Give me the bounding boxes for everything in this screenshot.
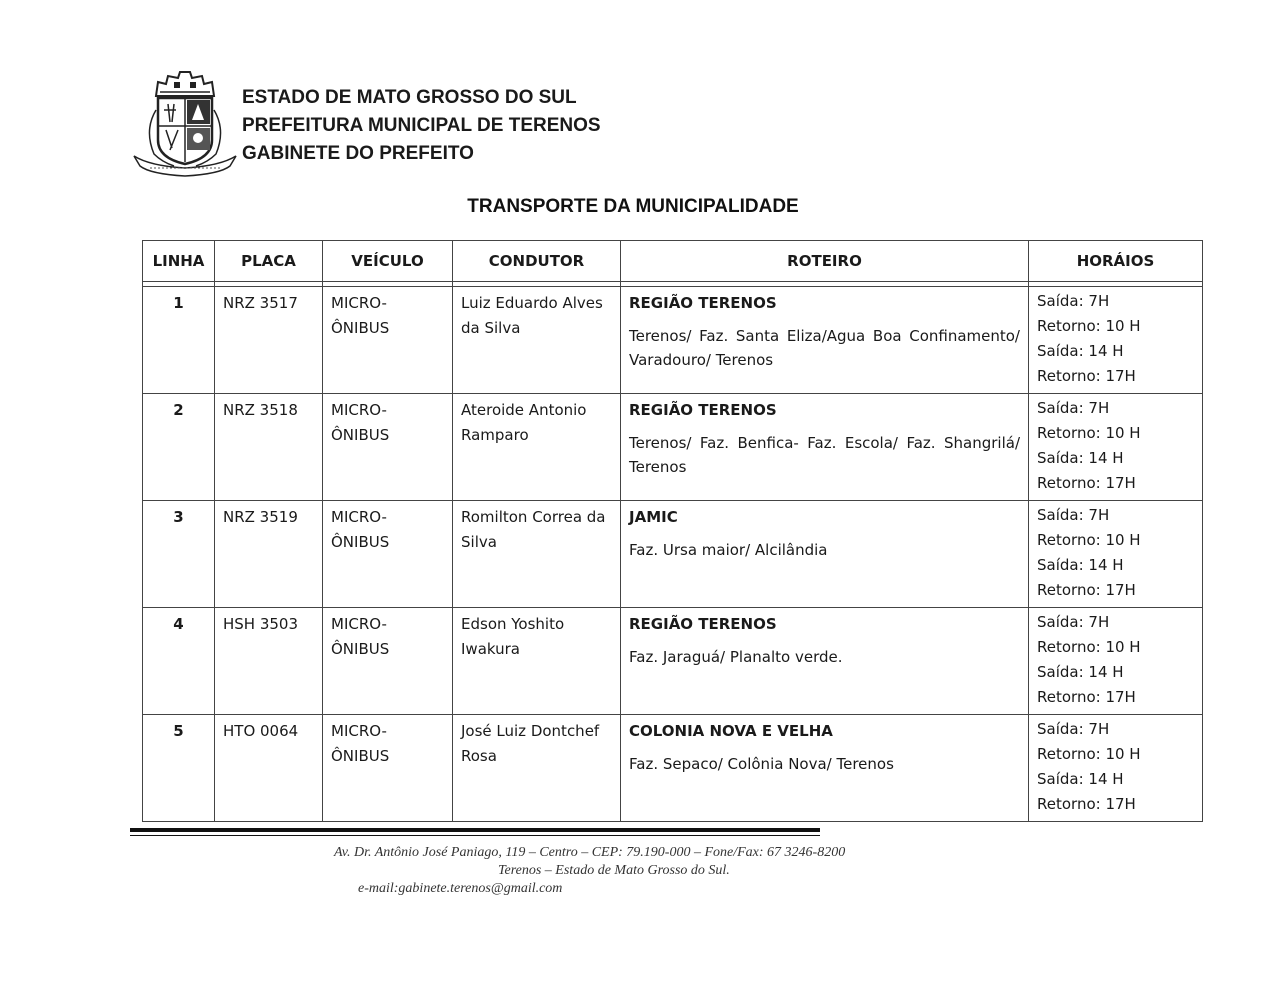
veiculo-line: MICRO-: [331, 615, 387, 633]
table-row: [143, 287, 1203, 394]
schedule-time: Retorno: 17H: [1037, 581, 1136, 599]
schedule-time: Retorno: 17H: [1037, 688, 1136, 706]
document-title: TRANSPORTE DA MUNICIPALIDADE: [467, 196, 799, 217]
veiculo-line: ÔNIBUS: [331, 747, 390, 765]
schedule-time: Retorno: 10 H: [1037, 317, 1141, 335]
letterhead-state: ESTADO DE MATO GROSSO DO SUL: [242, 87, 577, 108]
cell-condutor: Luiz Eduardo Alves da Silva: [453, 287, 621, 394]
schedule-time: Saída: 14 H: [1037, 342, 1124, 360]
route-region: JAMIC: [629, 508, 678, 526]
header-roteiro: ROTEIRO: [621, 241, 1029, 282]
header-veiculo: VEÍCULO: [323, 241, 453, 282]
cell-veiculo: [323, 287, 453, 394]
schedule-time: Saída: 7H: [1037, 613, 1110, 631]
cell-linha: 5: [143, 715, 215, 822]
route-region: REGIÃO TERENOS: [629, 615, 777, 633]
route-path: Terenos/ Faz. Benfica- Faz. Escola/ Faz. Shangrilá/ Terenos: [629, 434, 1020, 476]
cell-roteiro: [621, 287, 1029, 394]
schedule-time: Saída: 7H: [1037, 506, 1110, 524]
schedule-time: Saída: 14 H: [1037, 449, 1124, 467]
header-horarios: HORÁIOS: [1029, 241, 1203, 282]
table-row: [143, 501, 1203, 608]
cell-roteiro: [621, 501, 1029, 608]
footer-address-block: [330, 844, 950, 898]
cell-veiculo: [323, 608, 453, 715]
cell-condutor: José Luiz Dontchef Rosa: [453, 715, 621, 822]
route-region: COLONIA NOVA E VELHA: [629, 722, 833, 740]
route-region: REGIÃO TERENOS: [629, 401, 777, 419]
letterhead: [242, 84, 601, 168]
veiculo-line: MICRO-: [331, 294, 387, 312]
cell-veiculo: [323, 715, 453, 822]
cell-veiculo: [323, 394, 453, 501]
table-header-row: [143, 241, 1203, 282]
schedule-time: Retorno: 10 H: [1037, 638, 1141, 656]
cell-roteiro: [621, 608, 1029, 715]
header-placa: PLACA: [215, 241, 323, 282]
footer-email: e-mail:gabinete.terenos@gmail.com: [358, 881, 563, 896]
schedule-time: Retorno: 17H: [1037, 367, 1136, 385]
cell-linha: 2: [143, 394, 215, 501]
letterhead-prefecture: PREFEITURA MUNICIPAL DE TERENOS: [242, 115, 601, 136]
cell-linha: 1: [143, 287, 215, 394]
veiculo-line: ÔNIBUS: [331, 533, 390, 551]
cell-horarios: [1029, 715, 1203, 822]
cell-horarios: [1029, 608, 1203, 715]
schedule-time: Saída: 7H: [1037, 399, 1110, 417]
footer-address: Av. Dr. Antônio José Paniago, 119 – Centro – CEP: 79.190-000 – Fone/Fax: 67 3246-8200: [334, 845, 846, 860]
cell-veiculo: [323, 501, 453, 608]
schedule-time: Retorno: 17H: [1037, 474, 1136, 492]
schedule-time: Saída: 14 H: [1037, 770, 1124, 788]
cell-horarios: [1029, 501, 1203, 608]
schedule-time: Retorno: 10 H: [1037, 424, 1141, 442]
cell-condutor: Ateroide Antonio Ramparo: [453, 394, 621, 501]
schedule-time: Saída: 14 H: [1037, 556, 1124, 574]
route-path: Faz. Jaraguá/ Planalto verde.: [629, 648, 843, 666]
schedule-time: Saída: 14 H: [1037, 663, 1124, 681]
cell-roteiro: [621, 394, 1029, 501]
cell-placa: NRZ 3517: [215, 287, 323, 394]
table-row: [143, 608, 1203, 715]
cell-linha: 4: [143, 608, 215, 715]
cell-horarios: [1029, 394, 1203, 501]
schedule-time: Retorno: 10 H: [1037, 745, 1141, 763]
route-path: Faz. Ursa maior/ Alcilândia: [629, 541, 828, 559]
cell-placa: HSH 3503: [215, 608, 323, 715]
veiculo-line: MICRO-: [331, 508, 387, 526]
cell-placa: NRZ 3519: [215, 501, 323, 608]
table-row: [143, 715, 1203, 822]
route-path: Terenos/ Faz. Santa Eliza/Agua Boa Confinamento/ Varadouro/ Terenos: [629, 327, 1020, 369]
veiculo-line: ÔNIBUS: [331, 426, 390, 444]
schedule-time: Retorno: 17H: [1037, 795, 1136, 813]
cell-condutor: Edson Yoshito Iwakura: [453, 608, 621, 715]
cell-linha: 3: [143, 501, 215, 608]
cell-horarios: [1029, 287, 1203, 394]
cell-roteiro: [621, 715, 1029, 822]
letterhead-office: GABINETE DO PREFEITO: [242, 143, 474, 164]
municipal-coat-of-arms-icon: [130, 70, 240, 178]
footer-divider-thin: [130, 835, 820, 836]
cell-placa: HTO 0064: [215, 715, 323, 822]
route-region: REGIÃO TERENOS: [629, 294, 777, 312]
schedule-time: Retorno: 10 H: [1037, 531, 1141, 549]
table-row: [143, 394, 1203, 501]
veiculo-line: ÔNIBUS: [331, 319, 390, 337]
transport-table: [142, 240, 1203, 822]
footer-divider-thick: [130, 828, 820, 832]
veiculo-line: ÔNIBUS: [331, 640, 390, 658]
footer-city: Terenos – Estado de Mato Grosso do Sul.: [498, 863, 730, 878]
veiculo-line: MICRO-: [331, 401, 387, 419]
schedule-time: Saída: 7H: [1037, 720, 1110, 738]
cell-condutor: Romilton Correa da Silva: [453, 501, 621, 608]
cell-placa: NRZ 3518: [215, 394, 323, 501]
veiculo-line: MICRO-: [331, 722, 387, 740]
route-path: Faz. Sepaco/ Colônia Nova/ Terenos: [629, 755, 894, 773]
header-condutor: CONDUTOR: [453, 241, 621, 282]
header-linha: LINHA: [143, 241, 215, 282]
schedule-time: Saída: 7H: [1037, 292, 1110, 310]
